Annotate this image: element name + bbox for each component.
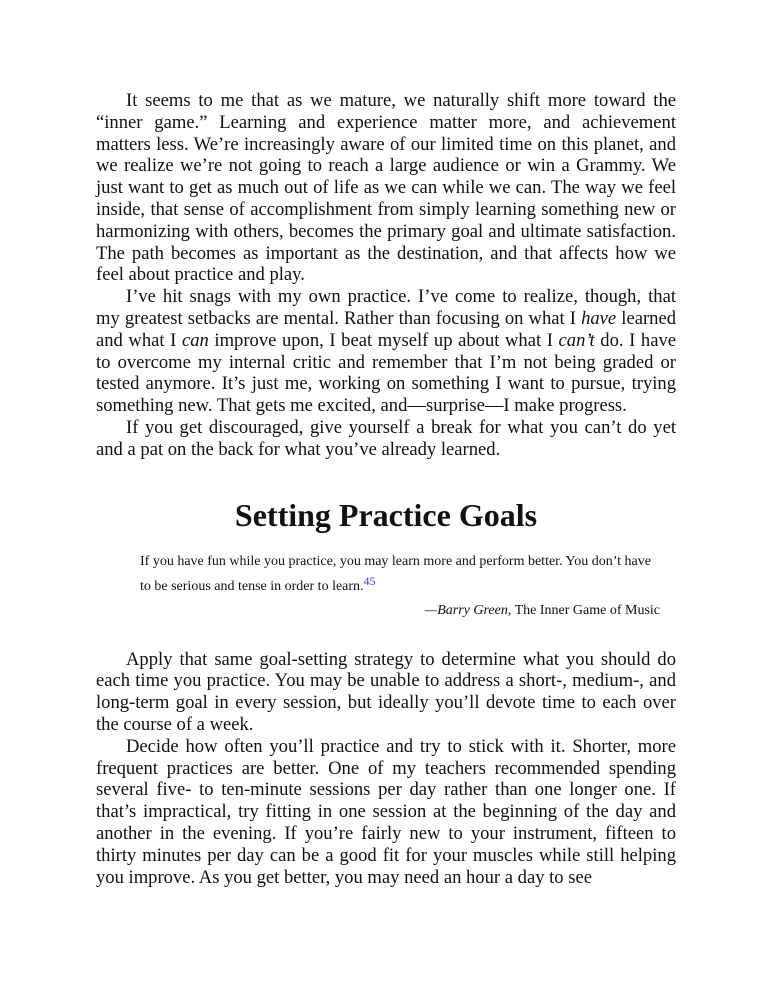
section-heading: Setting Practice Goals	[234, 496, 538, 533]
bottom-text-block	[96, 649, 676, 889]
text-run: do. I have to overcome my internal critic and remember that I’m not being graded or tested anymore. It’s just me, working on something I want to pursue, trying something new. That gets me excited, and—surprise—I make progress.	[96, 329, 676, 417]
text-run: learned and what I	[96, 307, 676, 351]
text-run: It seems to me that as we mature, we naturally shift more toward the “inner game.” Learning and experience matter more, and achievement matters less. We’re increasingly aware of our limited time on this planet, and we realize we’re not going to reach a large audience or win a Grammy. We just want to get as much out of life as we can while we can. The way we feel inside, that sense of accomplishment from simply learning something new or harmonizing with others, becomes the primary goal and ultimate satisfaction. The path becomes as important as the destination, and that affects how we feel about practice and play.	[96, 90, 676, 286]
book-page	[96, 90, 676, 888]
epigraph-attribution	[96, 601, 660, 621]
text-run: If you get discouraged, give yourself a break for what you can’t do yet and a pat on the back for what you’ve already learned.	[96, 416, 676, 460]
attribution-author: —Barry Green,	[424, 602, 512, 618]
paragraph-practice-frequency	[96, 736, 676, 889]
text-run: Decide how often you’ll practice and try to stick with it. Shorter, more frequent practices are better. One of my teachers recommended spending several five- to ten-minute sessions per day rather than one longer one. If that’s impractical, try fitting in one session at the beginning of the day and another in the evening. If you’re fairly new to your instrument, fifteen to thirty minutes per day can be a good fit for your muscles while still helping you improve. As you get better, you may need an hour a day to see	[96, 735, 676, 888]
text-run: improve upon, I beat myself up about what I	[208, 329, 559, 351]
footnote-marker[interactable]: 45	[363, 573, 376, 588]
italic-emphasis: have	[581, 307, 617, 329]
paragraph-discouraged	[96, 417, 676, 461]
italic-emphasis: can’t	[558, 329, 595, 351]
epigraph-quote	[140, 549, 660, 599]
italic-emphasis: can	[181, 329, 209, 351]
paragraph-inner-game	[96, 90, 676, 286]
text-run: Apply that same goal-setting strategy to determine what you should do each time you practice. You may be unable to address a short-, medium-, and long-term goal in every session, but ideally you’ll devote time to each over the course of a week.	[96, 648, 676, 735]
paragraph-goal-setting	[96, 649, 676, 736]
paragraph-practice-snags	[96, 286, 676, 417]
top-text-block	[96, 90, 676, 461]
epigraph-text: If you have fun while you practice, you may learn more and perform better. You don’t have to be serious and tense in order to learn.	[140, 553, 651, 594]
attribution-work: The Inner Game of Music	[511, 602, 660, 618]
text-run: I’ve hit snags with my own practice. I’ve come to realize, though, that my greatest setbacks are mental. Rather than focusing on what I	[96, 286, 676, 329]
